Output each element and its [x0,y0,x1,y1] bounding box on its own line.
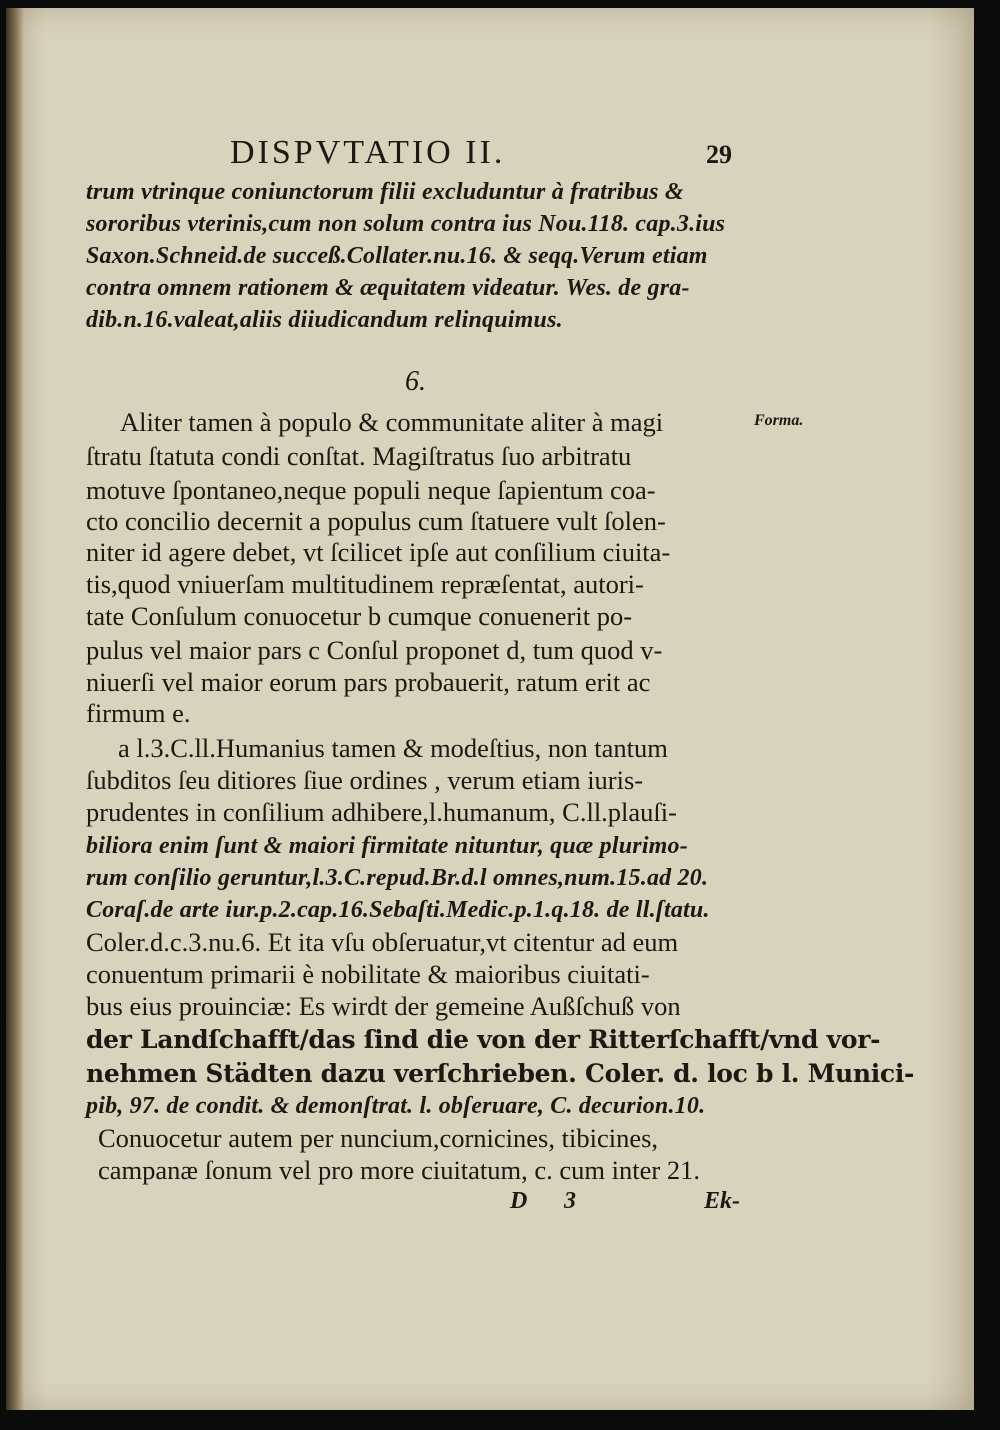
text-line: biliora enim ſunt & maiori firmitate nituntur, quæ plurimo- [86,833,688,859]
text-line: Coler.d.c.3.nu.6. Et ita vſu obſeruatur,vt citentur ad eum [86,927,679,957]
signature-mark: D [510,1188,528,1214]
text-line: Aliter tamen à populo & communitate aliter à magi [120,407,664,437]
book-spine-shadow [6,8,24,1410]
signature-number: 3 [564,1188,576,1214]
text-line: pib, 97. de condit. & demonſtrat. l. obſeruare, C. decurion.10. [86,1093,706,1119]
text-line: niter id agere debet, vt ſcilicet ipſe aut conſilium ciuita- [86,537,671,567]
page-number: 29 [706,140,732,169]
section-number: 6. [405,366,426,397]
text-line: trum vtrinque coniunctorum filii excluduntur à fratribus & [86,179,684,205]
catchword: Ek- [704,1188,740,1214]
text-line: ſtratu ſtatuta condi conſtat. Magiſtratus ſuo arbitratu [86,441,632,471]
text-line: campanæ ſonum vel pro more ciuitatum, c. cum inter 21. [98,1155,700,1185]
text-line: sororibus vterinis,cum non solum contra ius Nou.118. cap.3.ius [86,211,726,237]
fraktur-line: der Landſchafft/das ſind die von der Ritterſchafft/vnd vor- [86,1025,881,1054]
text-line: ſubditos ſeu ditiores ſiue ordines , verum etiam iuris- [86,765,644,795]
running-head: DISPVTATIO II. [230,134,506,171]
text-line: conuentum primarii è nobilitate & maioribus ciuitati- [86,959,650,989]
text-line: dib.n.16.valeat,aliis diiudicandum relinquimus. [86,307,563,333]
text-line: bus eius prouinciæ: Es wirdt der gemeine Außſchuß von [86,991,681,1021]
text-line: niuerſi vel maior eorum pars probauerit, ratum erit ac [86,667,651,697]
text-line: a l.3.C.ll.Humanius tamen & modeſtius, non tantum [118,733,668,763]
text-line: firmum e. [86,698,191,728]
text-line: Conuocetur autem per nuncium,cornicines, tibicines, [98,1123,659,1153]
text-line: tate Conſulum conuocetur b cumque conuenerit po- [86,601,633,631]
text-line: rum conſilio geruntur,l.3.C.repud.Br.d.l omnes,num.15.ad 20. [86,865,709,891]
text-line: cto concilio decernit a populus cum ſtatuere vult ſolen- [86,506,666,536]
fraktur-line: nehmen Städten dazu verſchrieben. Coler. d. loc b l. Munici- [86,1059,915,1088]
text-line: prudentes in conſilium adhibere,l.humanum, C.ll.plauſi- [86,797,677,827]
text-line: Saxon.Schneid.de succeß.Collater.nu.16. & seqq.Verum etiam [86,243,708,269]
text-line: pulus vel maior pars c Conſul proponet d, tum quod v- [86,635,663,665]
text-line: motuve ſpontaneo,neque populi neque ſapientum coa- [86,475,656,505]
text-line: Coraſ.de arte iur.p.2.cap.16.Sebaſti.Medic.p.1.q.18. de ll.ſtatu. [86,897,710,923]
margin-note: Forma. [754,412,804,429]
text-line: contra omnem rationem & æquitatem videatur. Wes. de gra- [86,275,690,301]
text-line: tis,quod vniuerſam multitudinem repræſentat, autori- [86,569,644,599]
